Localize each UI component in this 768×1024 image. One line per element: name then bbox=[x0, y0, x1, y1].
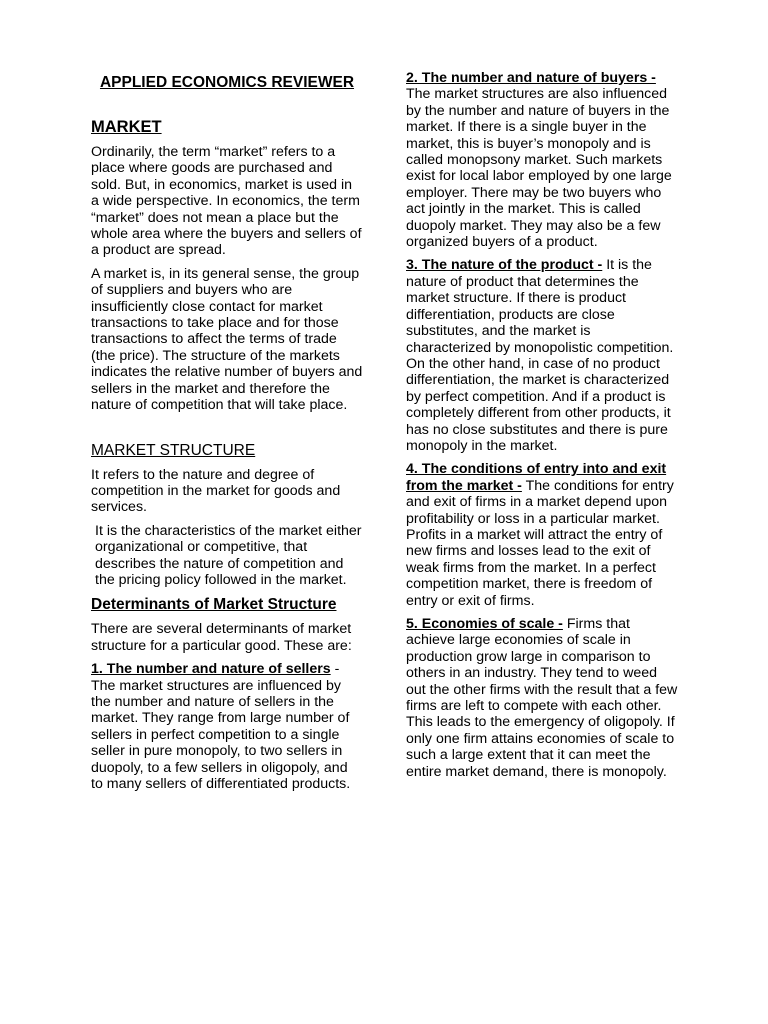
determinant-item-3-text: It is the nature of product that determines the market structure. If there is product differentiation, products are close substitutes, and the market is characterized by monopolistic competition. On the other hand, in case of no product differentiation, the market is characterized by perfect competition. And if a product is completely different from other products, it has no close substitutes and there is pure monopoly in the market. bbox=[406, 257, 674, 454]
market-paragraph-1: Ordinarily, the term “market” refers to a place where goods are purchased and sold. But, in economics, market is used in a wide perspective. In economics, the term “market” does not mean a place but the whole area where the buyers and sellers of a product are spread. bbox=[91, 144, 362, 259]
structure-paragraph-1: It refers to the nature and degree of competition in the market for goods and services. bbox=[91, 466, 341, 516]
left-column bbox=[91, 70, 363, 799]
determinant-item-4 bbox=[406, 461, 678, 609]
document-title: APPLIED ECONOMICS REVIEWER bbox=[99, 74, 355, 91]
determinant-item-1 bbox=[91, 661, 363, 792]
determinant-item-5 bbox=[406, 616, 678, 780]
determinant-item-2-lead: 2. The number and nature of buyers - bbox=[406, 70, 656, 86]
market-structure-heading: MARKET STRUCTURE bbox=[91, 441, 256, 459]
determinant-item-3 bbox=[406, 257, 678, 454]
determinants-intro: There are several determinants of market structure for a particular good. These are: bbox=[91, 621, 352, 654]
structure-paragraph-2: It is the characteristics of the market either organizational or competitive, that describes the nature of competition and the pricing policy followed in the market. bbox=[95, 522, 362, 588]
determinant-item-3-lead: 3. The nature of the product - bbox=[406, 257, 603, 274]
market-paragraph-2: A market is, in its general sense, the group of suppliers and buyers who are insufficiently close contact for market transactions to take place and for those transactions to affect the terms of trade (the price). The structure of the markets indicates the relative number of buyers and sellers in the market and therefore the nature of competition that will take place. bbox=[91, 265, 363, 414]
determinant-item-2-text: The market structures are also influenced by the number and nature of buyers in the market. If there is a single buyer in the market, this is buyer’s monopoly and is called monopsony market. Such markets exist for local labor employed by one large employer. There may be two buyers who act jointly in the market. This is called duopoly market. They may also be a few organized buyers of a product. bbox=[406, 86, 672, 251]
market-heading: MARKET bbox=[91, 118, 162, 136]
determinant-item-4-lead: 4. The conditions of entry into and exit from the market - bbox=[406, 461, 667, 494]
determinant-item-1-text: - The market structures are influenced by the number and nature of sellers in the market. They range from large number of sellers in perfect competition to a single seller in pure monopoly, to two sellers in duopoly, to a few sellers in oligopoly, and to many sellers of differentiated products. bbox=[91, 661, 351, 792]
determinant-item-2 bbox=[406, 70, 678, 250]
right-column bbox=[406, 70, 678, 787]
determinant-item-5-lead: 5. Economies of scale - bbox=[406, 616, 563, 632]
determinant-item-5-text: Firms that achieve large economies of scale in production grow large in comparison to others in an industry. They tend to weed out the other firms with the result that a few firms are left to compete with each other. This leads to the emergency of oligopoly. If only one firm attains economies of scale to such a large extent that it can meet the entire market demand, there is monopoly. bbox=[406, 616, 678, 780]
determinant-item-1-lead: 1. The number and nature of sellers bbox=[91, 661, 331, 678]
determinants-heading: Determinants of Market Structure bbox=[91, 596, 337, 614]
determinant-item-4-text: The conditions for entry and exit of firms in a market depend upon profitability or loss in a particular market. Profits in a market will attract the entry of new firms and losses lead to the exit of weak firms from the market. In a perfect competition market, there is freedom of entry or exit of firms. bbox=[406, 477, 674, 609]
